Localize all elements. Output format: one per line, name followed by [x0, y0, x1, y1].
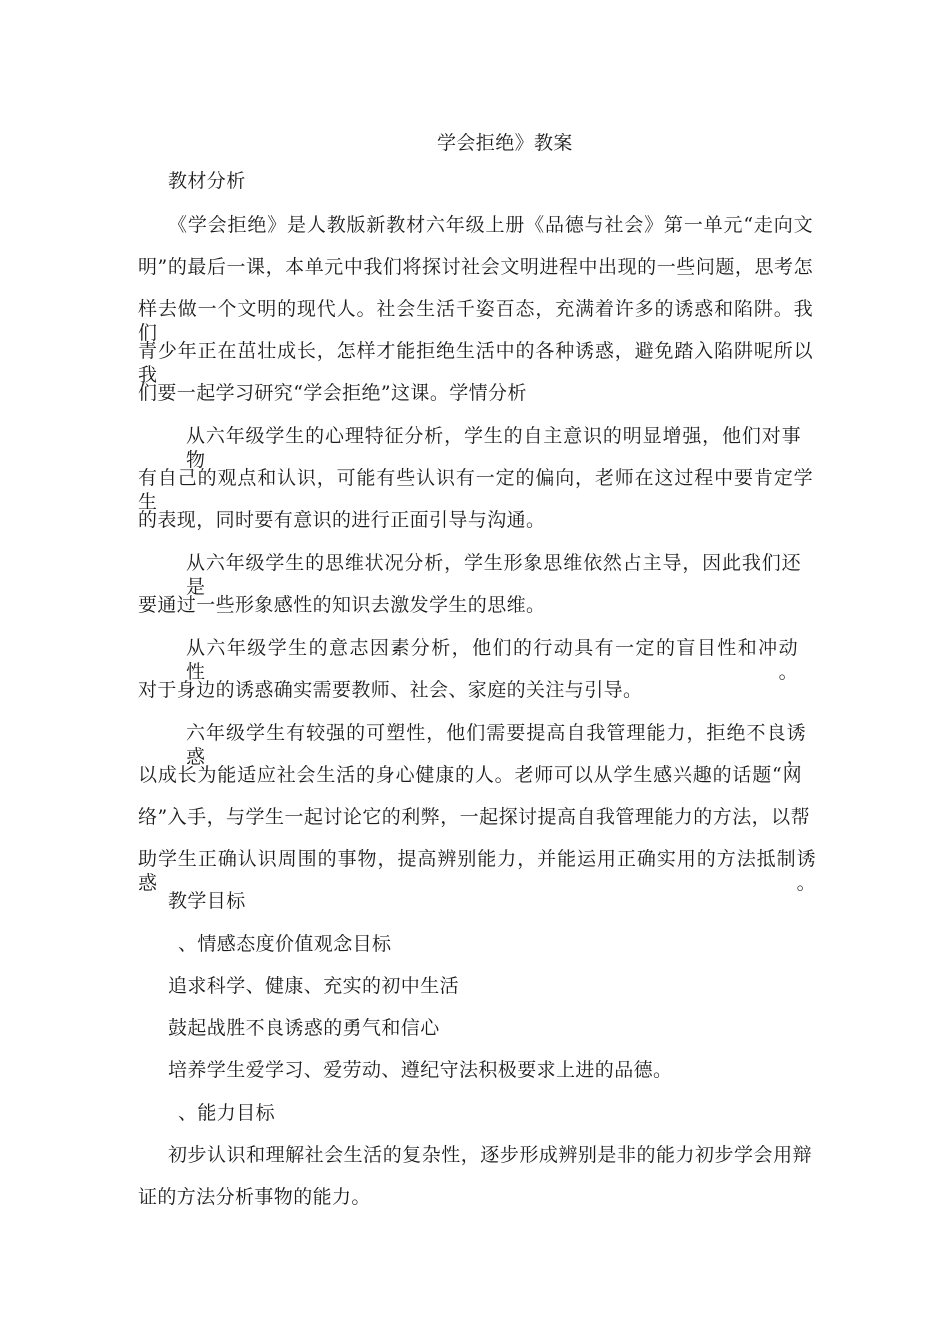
goal-item: 培养学生爱学习、爱劳动、遵纪守法积极要求上进的品德。 — [168, 1059, 673, 1081]
paragraph-line: 对于身边的诱惑确实需要教师、社会、家庭的关注与引导。 — [138, 679, 643, 701]
paragraph-line: 从六年级学生的心理特征分析，学生的自主意识的明显增强，他们对事物 — [186, 425, 801, 471]
paragraph-line: 六年级学生有较强的可塑性，他们需要提高自我管理能力，拒绝不良诱惑， — [186, 722, 806, 768]
paragraph-line: 证的方法分析事物的能力。 — [138, 1186, 371, 1208]
paragraph-line: 们要一起学习研究“学会拒绝”这课。学情分析 — [138, 382, 527, 404]
paragraph-line: 的表现，同时要有意识的进行正面引导与沟通。 — [138, 509, 546, 531]
section-heading-goals: 教学目标 — [168, 890, 246, 912]
paragraph-line: 络”入手，与学生一起讨论它的利弊，一起探讨提高自我管理能力的方法，以帮 — [138, 806, 810, 828]
paragraph-line: 从六年级学生的思维状况分析，学生形象思维依然占主导，因此我们还是 — [186, 552, 801, 598]
paragraph-line: 样去做一个文明的现代人。社会生活千姿百态，充满着许多的诱惑和陷阱。我们 — [138, 298, 813, 344]
paragraph-line: 要通过一些形象感性的知识去激发学生的思维。 — [138, 594, 546, 616]
goal-item: 鼓起战胜不良诱惑的勇气和信心 — [168, 1017, 440, 1039]
paragraph-line: 以成长为能适应社会生活的身心健康的人。老师可以从学生感兴趣的话题“网 — [138, 764, 802, 786]
document-title: 学会拒绝》教案 — [437, 132, 573, 154]
paragraph-line: 助学生正确认识周围的事物，提高辨别能力，并能运用正确实用的方法抵制诱惑。 — [138, 848, 816, 894]
goal-item: 追求科学、健康、充实的初中生活 — [168, 975, 460, 997]
paragraph-line: 明”的最后一课，本单元中我们将探讨社会文明进程中出现的一些问题，思考怎 — [138, 256, 813, 278]
paragraph-line: 初步认识和理解社会生活的复杂性，逐步形成辨别是非的能力初步学会用辩 — [168, 1144, 812, 1166]
paragraph-line: 有自己的观点和认识，可能有些认识有一定的偏向，老师在这过程中要肯定学生 — [138, 467, 813, 513]
goal-heading: 、能力目标 — [178, 1102, 276, 1124]
paragraph-line: 从六年级学生的意志因素分析，他们的行动具有一定的盲目性和冲动性。 — [186, 637, 798, 683]
paragraph-line: 青少年正在茁壮成长，怎样才能拒绝生活中的各种诱惑，避免踏入陷阱呢所以我 — [138, 340, 813, 386]
section-heading-materials: 教材分析 — [168, 170, 246, 192]
paragraph-line: 《学会拒绝》是人教版新教材六年级上册《品德与社会》第一单元“走向文 — [168, 214, 813, 236]
goal-heading: 、情感态度价值观念目标 — [178, 933, 392, 955]
